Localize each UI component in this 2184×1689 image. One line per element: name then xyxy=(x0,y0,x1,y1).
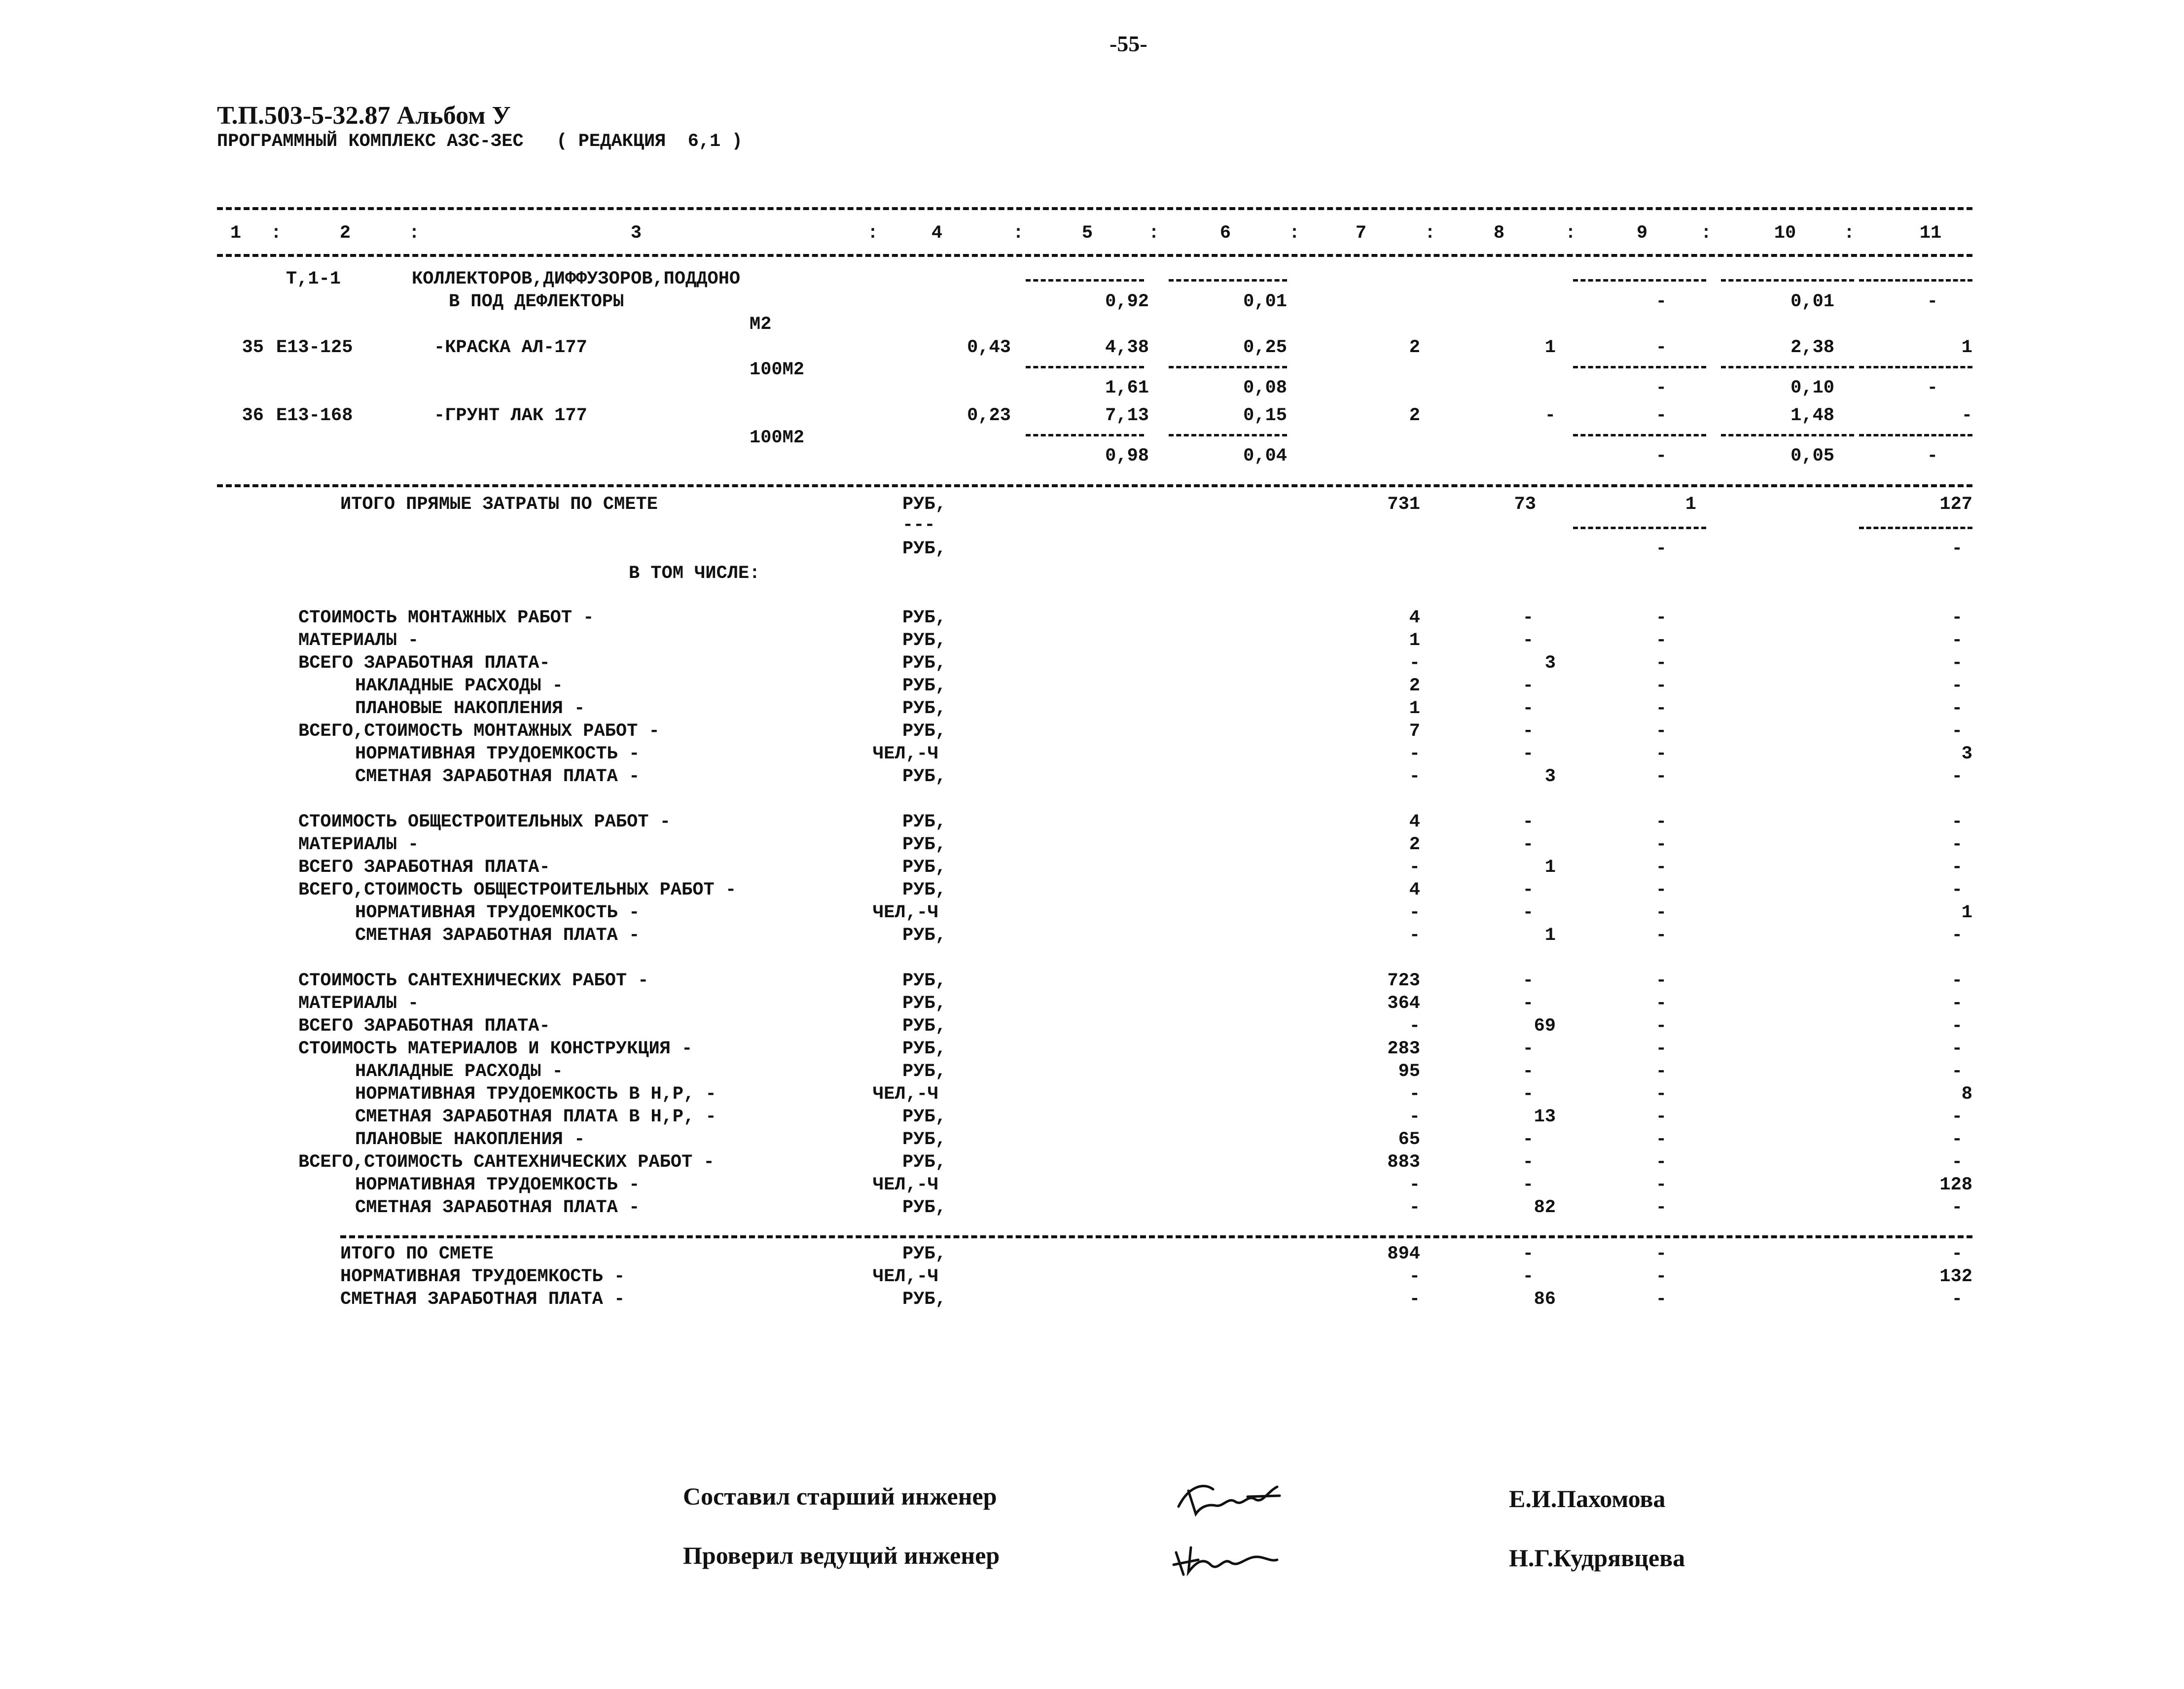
subtotal-rule xyxy=(1859,279,1972,282)
breakdown-col8: - xyxy=(1522,744,1534,764)
breakdown-col11: - xyxy=(1951,834,1963,855)
breakdown-col11: - xyxy=(1951,812,1963,832)
total-col7: 731 xyxy=(1387,494,1420,515)
breakdown-col7: 65 xyxy=(1398,1129,1420,1150)
final-unit: ЧЕЛ,-Ч xyxy=(873,1266,939,1287)
cell-col6-sub: 0,08 xyxy=(1243,378,1287,398)
breakdown-label: НОРМАТИВНАЯ ТРУДОЕМКОСТЬ В Н,Р, - xyxy=(355,1084,716,1105)
breakdown-col8: 3 xyxy=(1544,653,1556,674)
breakdown-label: НОРМАТИВНАЯ ТРУДОЕМКОСТЬ - xyxy=(355,744,640,764)
final-label: ИТОГО ПО СМЕТЕ xyxy=(340,1244,494,1264)
cell-col11: - xyxy=(1927,291,1938,312)
cell-col10: 2,38 xyxy=(1790,337,1834,358)
total-label: ИТОГО ПРЯМЫЕ ЗАТРАТЫ ПО СМЕТЕ xyxy=(340,494,658,515)
breakdown-unit: РУБ, xyxy=(902,857,946,878)
breakdown-unit: ЧЕЛ,-Ч xyxy=(873,902,939,923)
total-unit: РУБ, xyxy=(902,494,946,515)
breakdown-col8: - xyxy=(1522,902,1534,923)
breakdown-col7: 364 xyxy=(1387,993,1420,1014)
final-unit: РУБ, xyxy=(902,1289,946,1310)
breakdown-col9: - xyxy=(1655,880,1667,900)
column-header-1: 1 xyxy=(230,223,242,244)
row-unit: 100М2 xyxy=(750,428,805,448)
row-number: 36 xyxy=(242,405,264,426)
breakdown-unit: РУБ, xyxy=(902,970,946,991)
breakdown-unit: РУБ, xyxy=(902,1016,946,1037)
cell-col9: - xyxy=(1655,405,1667,426)
breakdown-col7: - xyxy=(1409,1175,1420,1195)
column-separator: : xyxy=(1424,223,1436,244)
subtotal-rule xyxy=(1026,366,1144,368)
total-col11-sub: - xyxy=(1951,539,1963,559)
breakdown-col7: 883 xyxy=(1387,1152,1420,1173)
final-total-rule xyxy=(340,1235,1972,1238)
breakdown-unit: РУБ, xyxy=(902,993,946,1014)
breakdown-unit: РУБ, xyxy=(902,925,946,946)
subtotal-rule xyxy=(1169,366,1287,368)
breakdown-col8: - xyxy=(1522,1152,1534,1173)
breakdown-label: НАКЛАДНЫЕ РАСХОДЫ - xyxy=(355,676,563,696)
breakdown-col8: - xyxy=(1522,1061,1534,1082)
row-number: 35 xyxy=(242,337,264,358)
final-unit: РУБ, xyxy=(902,1244,946,1264)
final-col11: 132 xyxy=(1939,1266,1972,1287)
column-separator: : xyxy=(1289,223,1300,244)
breakdown-col7: 4 xyxy=(1409,812,1420,832)
breakdown-col11: - xyxy=(1951,1039,1963,1059)
final-col8: 86 xyxy=(1534,1289,1556,1310)
subtotal-rule xyxy=(1859,434,1972,436)
breakdown-label: ВСЕГО,СТОИМОСТЬ МОНТАЖНЫХ РАБОТ - xyxy=(298,721,660,742)
total-unit-dash: --- xyxy=(902,515,935,536)
column-header-2: 2 xyxy=(339,223,351,244)
row-unit: 100М2 xyxy=(750,359,805,380)
row-name: -ГРУНТ ЛАК 177 xyxy=(434,405,587,426)
subtotal-rule xyxy=(1859,366,1972,368)
breakdown-unit: РУБ, xyxy=(902,653,946,674)
breakdown-unit: РУБ, xyxy=(902,1197,946,1218)
breakdown-col11: 3 xyxy=(1961,744,1972,764)
column-separator: : xyxy=(408,223,420,244)
breakdown-col9: - xyxy=(1655,653,1667,674)
column-header-8: 8 xyxy=(1493,223,1505,244)
total-unit-2: РУБ, xyxy=(902,539,946,559)
breakdown-label: ВСЕГО,СТОИМОСТЬ ОБЩЕСТРОИТЕЛЬНЫХ РАБОТ - xyxy=(298,880,737,900)
breakdown-col7: - xyxy=(1409,902,1420,923)
breakdown-col8: - xyxy=(1522,676,1534,696)
breakdown-label: МАТЕРИАЛЫ - xyxy=(298,630,419,651)
breakdown-col8: 3 xyxy=(1544,766,1556,787)
cell-col9: - xyxy=(1655,291,1667,312)
compiled-by-label: Составил старший инженер xyxy=(683,1482,997,1510)
column-separator: : xyxy=(1565,223,1576,244)
cell-col9-sub: - xyxy=(1655,378,1667,398)
breakdown-label: СТОИМОСТЬ САНТЕХНИЧЕСКИХ РАБОТ - xyxy=(298,970,649,991)
page-number: -55- xyxy=(1110,31,1147,56)
breakdown-col8: - xyxy=(1522,721,1534,742)
final-col9: - xyxy=(1655,1266,1667,1287)
breakdown-unit: РУБ, xyxy=(902,1152,946,1173)
cell-col11: - xyxy=(1961,405,1972,426)
breakdown-col7: - xyxy=(1409,744,1420,764)
checked-by-label: Проверил ведущий инженер xyxy=(683,1542,1000,1569)
breakdown-col8: - xyxy=(1522,834,1534,855)
subtotal-rule xyxy=(1573,366,1706,368)
checked-by-name: Н.Г.Кудрявцева xyxy=(1509,1544,1685,1572)
subtotal-rule xyxy=(1721,434,1854,436)
breakdown-col8: - xyxy=(1522,608,1534,628)
breakdown-col7: - xyxy=(1409,766,1420,787)
cell-col9-sub: - xyxy=(1655,446,1667,467)
breakdown-unit: РУБ, xyxy=(902,1129,946,1150)
breakdown-col11: - xyxy=(1951,721,1963,742)
column-header-6: 6 xyxy=(1219,223,1231,244)
final-col7: - xyxy=(1409,1266,1420,1287)
breakdown-col9: - xyxy=(1655,630,1667,651)
breakdown-col9: - xyxy=(1655,698,1667,719)
final-col9: - xyxy=(1655,1244,1667,1264)
subtotal-rule xyxy=(1573,527,1706,529)
checked-signature xyxy=(1169,1538,1282,1582)
total-col9-sub: - xyxy=(1655,539,1667,559)
column-header-7: 7 xyxy=(1355,223,1367,244)
breakdown-col7: 2 xyxy=(1409,676,1420,696)
breakdown-unit: РУБ, xyxy=(902,1107,946,1127)
column-separator: : xyxy=(270,223,282,244)
breakdown-col8: - xyxy=(1522,630,1534,651)
cell-col5: 0,92 xyxy=(1105,291,1149,312)
column-separator: : xyxy=(1148,223,1160,244)
breakdown-col9: - xyxy=(1655,1039,1667,1059)
breakdown-col11: - xyxy=(1951,993,1963,1014)
breakdown-unit: РУБ, xyxy=(902,834,946,855)
row-unit: М2 xyxy=(750,314,772,335)
breakdown-col8: - xyxy=(1522,993,1534,1014)
column-header-5: 5 xyxy=(1081,223,1093,244)
document-title: Т.П.503-5-32.87 Альбом У xyxy=(217,102,511,130)
breakdown-label: ПЛАНОВЫЕ НАКОПЛЕНИЯ - xyxy=(355,698,585,719)
breakdown-col7: - xyxy=(1409,857,1420,878)
document-subtitle: ПРОГРАММНЫЙ КОМПЛЕКС АЗС-ЗЕС ( РЕДАКЦИЯ 6,1 ) xyxy=(217,131,743,152)
breakdown-unit: РУБ, xyxy=(902,812,946,832)
breakdown-unit: ЧЕЛ,-Ч xyxy=(873,1175,939,1195)
breakdown-label: МАТЕРИАЛЫ - xyxy=(298,993,419,1014)
breakdown-unit: РУБ, xyxy=(902,721,946,742)
breakdown-label: ВСЕГО ЗАРАБОТНАЯ ПЛАТА- xyxy=(298,1016,550,1037)
breakdown-label: СМЕТНАЯ ЗАРАБОТНАЯ ПЛАТА - xyxy=(355,925,640,946)
breakdown-unit: РУБ, xyxy=(902,1061,946,1082)
cell-col7: 2 xyxy=(1409,337,1420,358)
breakdown-col8: 1 xyxy=(1544,925,1556,946)
cell-col10: 1,48 xyxy=(1790,405,1834,426)
cell-col5: 7,13 xyxy=(1105,405,1149,426)
breakdown-col8: - xyxy=(1522,1039,1534,1059)
breakdown-unit: РУБ, xyxy=(902,698,946,719)
header-bottom-rule xyxy=(217,254,1972,257)
breakdown-col11: - xyxy=(1951,608,1963,628)
column-header-9: 9 xyxy=(1636,223,1648,244)
breakdown-col7: 7 xyxy=(1409,721,1420,742)
cell-col4: 0,43 xyxy=(967,337,1011,358)
breakdown-col7: 1 xyxy=(1409,698,1420,719)
breakdown-col7: - xyxy=(1409,1197,1420,1218)
breakdown-col8: - xyxy=(1522,698,1534,719)
subtotal-rule xyxy=(1573,279,1706,282)
cell-col8: - xyxy=(1544,405,1556,426)
breakdown-label: НОРМАТИВНАЯ ТРУДОЕМКОСТЬ - xyxy=(355,902,640,923)
cell-col10: 0,01 xyxy=(1790,291,1834,312)
subtotal-rule xyxy=(1721,366,1854,368)
breakdown-unit: РУБ, xyxy=(902,630,946,651)
compiled-signature xyxy=(1174,1477,1292,1521)
breakdown-label: СТОИМОСТЬ МАТЕРИАЛОВ И КОНСТРУКЦИЯ - xyxy=(298,1039,693,1059)
breakdown-col9: - xyxy=(1655,1061,1667,1082)
breakdown-unit: ЧЕЛ,-Ч xyxy=(873,1084,939,1105)
cell-col11-sub: - xyxy=(1927,446,1938,467)
breakdown-col11: 1 xyxy=(1961,902,1972,923)
breakdown-unit: РУБ, xyxy=(902,766,946,787)
breakdown-unit: ЧЕЛ,-Ч xyxy=(873,744,939,764)
breakdown-label: ВСЕГО ЗАРАБОТНАЯ ПЛАТА- xyxy=(298,653,550,674)
cell-col5-sub: 1,61 xyxy=(1105,378,1149,398)
compiled-by-name: Е.И.Пахомова xyxy=(1509,1485,1666,1512)
breakdown-col9: - xyxy=(1655,1016,1667,1037)
subtotal-rule xyxy=(1026,434,1144,436)
column-header-3: 3 xyxy=(630,223,642,244)
subtotal-rule xyxy=(1169,434,1287,436)
breakdown-col11: - xyxy=(1951,1016,1963,1037)
total-rule xyxy=(217,484,1972,487)
breakdown-col7: 2 xyxy=(1409,834,1420,855)
breakdown-col11: - xyxy=(1951,766,1963,787)
breakdown-col11: - xyxy=(1951,880,1963,900)
breakdown-unit: РУБ, xyxy=(902,1039,946,1059)
breakdown-col8: - xyxy=(1522,970,1534,991)
breakdown-unit: РУБ, xyxy=(902,676,946,696)
total-col8: 73 xyxy=(1514,494,1536,515)
breakdown-col9: - xyxy=(1655,834,1667,855)
breakdown-col8: - xyxy=(1522,812,1534,832)
cell-col5-sub: 0,98 xyxy=(1105,446,1149,467)
breakdown-col11: - xyxy=(1951,1197,1963,1218)
breakdown-col11: - xyxy=(1951,630,1963,651)
breakdown-col9: - xyxy=(1655,970,1667,991)
breakdown-col7: - xyxy=(1409,925,1420,946)
breakdown-label: СТОИМОСТЬ ОБЩЕСТРОИТЕЛЬНЫХ РАБОТ - xyxy=(298,812,671,832)
total-col11: 127 xyxy=(1939,494,1972,515)
subtotal-rule xyxy=(1026,279,1144,282)
breakdown-unit: РУБ, xyxy=(902,880,946,900)
cell-col6: 0,25 xyxy=(1243,337,1287,358)
breakdown-col9: - xyxy=(1655,1152,1667,1173)
final-label: НОРМАТИВНАЯ ТРУДОЕМКОСТЬ - xyxy=(340,1266,625,1287)
breakdown-col8: - xyxy=(1522,880,1534,900)
breakdown-col11: - xyxy=(1951,1107,1963,1127)
breakdown-col8: 1 xyxy=(1544,857,1556,878)
breakdown-col9: - xyxy=(1655,1107,1667,1127)
cell-col11-sub: - xyxy=(1927,378,1938,398)
subtotal-rule xyxy=(1859,527,1972,529)
breakdown-col7: 4 xyxy=(1409,608,1420,628)
breakdown-col8: - xyxy=(1522,1175,1534,1195)
final-col7: 894 xyxy=(1387,1244,1420,1264)
column-separator: : xyxy=(1700,223,1712,244)
cell-col8: 1 xyxy=(1544,337,1556,358)
subtotal-rule xyxy=(1573,434,1706,436)
breakdown-col11: - xyxy=(1951,1061,1963,1082)
breakdown-label: СМЕТНАЯ ЗАРАБОТНАЯ ПЛАТА - xyxy=(355,766,640,787)
cell-col7: 2 xyxy=(1409,405,1420,426)
breakdown-col11: - xyxy=(1951,925,1963,946)
breakdown-col9: - xyxy=(1655,721,1667,742)
breakdown-label: СМЕТНАЯ ЗАРАБОТНАЯ ПЛАТА В Н,Р, - xyxy=(355,1107,716,1127)
breakdown-col9: - xyxy=(1655,1197,1667,1218)
column-header-11: 11 xyxy=(1919,223,1942,244)
breakdown-col9: - xyxy=(1655,1084,1667,1105)
breakdown-label: СМЕТНАЯ ЗАРАБОТНАЯ ПЛАТА - xyxy=(355,1197,640,1218)
breakdown-col9: - xyxy=(1655,744,1667,764)
breakdown-col7: 283 xyxy=(1387,1039,1420,1059)
final-col9: - xyxy=(1655,1289,1667,1310)
breakdown-col8: 13 xyxy=(1534,1107,1556,1127)
cell-col6-sub: 0,04 xyxy=(1243,446,1287,467)
breakdown-col11: - xyxy=(1951,653,1963,674)
breakdown-col9: - xyxy=(1655,676,1667,696)
cell-col5: 4,38 xyxy=(1105,337,1149,358)
final-col8: - xyxy=(1522,1266,1534,1287)
breakdown-col11: - xyxy=(1951,676,1963,696)
breakdown-col11: - xyxy=(1951,970,1963,991)
breakdown-col7: 4 xyxy=(1409,880,1420,900)
breakdown-label: НАКЛАДНЫЕ РАСХОДЫ - xyxy=(355,1061,563,1082)
breakdown-col9: - xyxy=(1655,608,1667,628)
breakdown-col9: - xyxy=(1655,812,1667,832)
breakdown-label: МАТЕРИАЛЫ - xyxy=(298,834,419,855)
row-name: -КРАСКА АЛ-177 xyxy=(434,337,587,358)
breakdown-col7: - xyxy=(1409,1084,1420,1105)
breakdown-label: ВСЕГО,СТОИМОСТЬ САНТЕХНИЧЕСКИХ РАБОТ - xyxy=(298,1152,715,1173)
cell-col6: 0,15 xyxy=(1243,405,1287,426)
breakdown-unit: РУБ, xyxy=(902,608,946,628)
breakdown-col9: - xyxy=(1655,925,1667,946)
breakdown-col7: 1 xyxy=(1409,630,1420,651)
breakdown-label: ВСЕГО ЗАРАБОТНАЯ ПЛАТА- xyxy=(298,857,550,878)
breakdown-col8: 69 xyxy=(1534,1016,1556,1037)
breakdown-col7: 723 xyxy=(1387,970,1420,991)
row-name-continued: В ПОД ДЕФЛЕКТОРЫ xyxy=(449,291,624,312)
breakdown-col11: - xyxy=(1951,1129,1963,1150)
breakdown-col9: - xyxy=(1655,857,1667,878)
breakdown-col9: - xyxy=(1655,902,1667,923)
breakdown-col9: - xyxy=(1655,1129,1667,1150)
column-separator: : xyxy=(1843,223,1855,244)
subtotal-rule xyxy=(1721,279,1854,282)
row-code: Е13-125 xyxy=(276,337,353,358)
row-code: Т,1-1 xyxy=(286,269,341,289)
breakdown-col7: 95 xyxy=(1398,1061,1420,1082)
total-col9: 1 xyxy=(1685,494,1696,515)
breakdown-col9: - xyxy=(1655,993,1667,1014)
breakdown-col7: - xyxy=(1409,653,1420,674)
breakdown-col11: - xyxy=(1951,857,1963,878)
column-separator: : xyxy=(1012,223,1024,244)
table-top-rule xyxy=(217,207,1972,210)
column-header-4: 4 xyxy=(931,223,943,244)
final-col8: - xyxy=(1522,1244,1534,1264)
row-name: КОЛЛЕКТОРОВ,ДИФФУЗОРОВ,ПОДДОНО xyxy=(412,269,741,289)
final-col7: - xyxy=(1409,1289,1420,1310)
breakdown-label: СТОИМОСТЬ МОНТАЖНЫХ РАБОТ - xyxy=(298,608,594,628)
cell-col10-sub: 0,10 xyxy=(1790,378,1834,398)
row-code: Е13-168 xyxy=(276,405,353,426)
cell-col6: 0,01 xyxy=(1243,291,1287,312)
final-col11: - xyxy=(1951,1244,1963,1264)
cell-col9: - xyxy=(1655,337,1667,358)
breakdown-col11: 8 xyxy=(1961,1084,1972,1105)
breakdown-col8: 82 xyxy=(1534,1197,1556,1218)
column-separator: : xyxy=(867,223,879,244)
breakdown-col9: - xyxy=(1655,1175,1667,1195)
breakdown-col11: - xyxy=(1951,698,1963,719)
subtotal-rule xyxy=(1169,279,1287,282)
breakdown-col8: - xyxy=(1522,1129,1534,1150)
breakdown-col8: - xyxy=(1522,1084,1534,1105)
cell-col10-sub: 0,05 xyxy=(1790,446,1834,467)
column-header-10: 10 xyxy=(1774,223,1796,244)
breakdown-col11: 128 xyxy=(1939,1175,1972,1195)
breakdown-label: НОРМАТИВНАЯ ТРУДОЕМКОСТЬ - xyxy=(355,1175,640,1195)
breakdown-col11: - xyxy=(1951,1152,1963,1173)
final-label: СМЕТНАЯ ЗАРАБОТНАЯ ПЛАТА - xyxy=(340,1289,625,1310)
breakdown-label: ПЛАНОВЫЕ НАКОПЛЕНИЯ - xyxy=(355,1129,585,1150)
including-label: В ТОМ ЧИСЛЕ: xyxy=(629,563,760,584)
cell-col11: 1 xyxy=(1961,337,1972,358)
breakdown-col7: - xyxy=(1409,1016,1420,1037)
breakdown-col9: - xyxy=(1655,766,1667,787)
final-col11: - xyxy=(1951,1289,1963,1310)
cell-col4: 0,23 xyxy=(967,405,1011,426)
breakdown-col7: - xyxy=(1409,1107,1420,1127)
